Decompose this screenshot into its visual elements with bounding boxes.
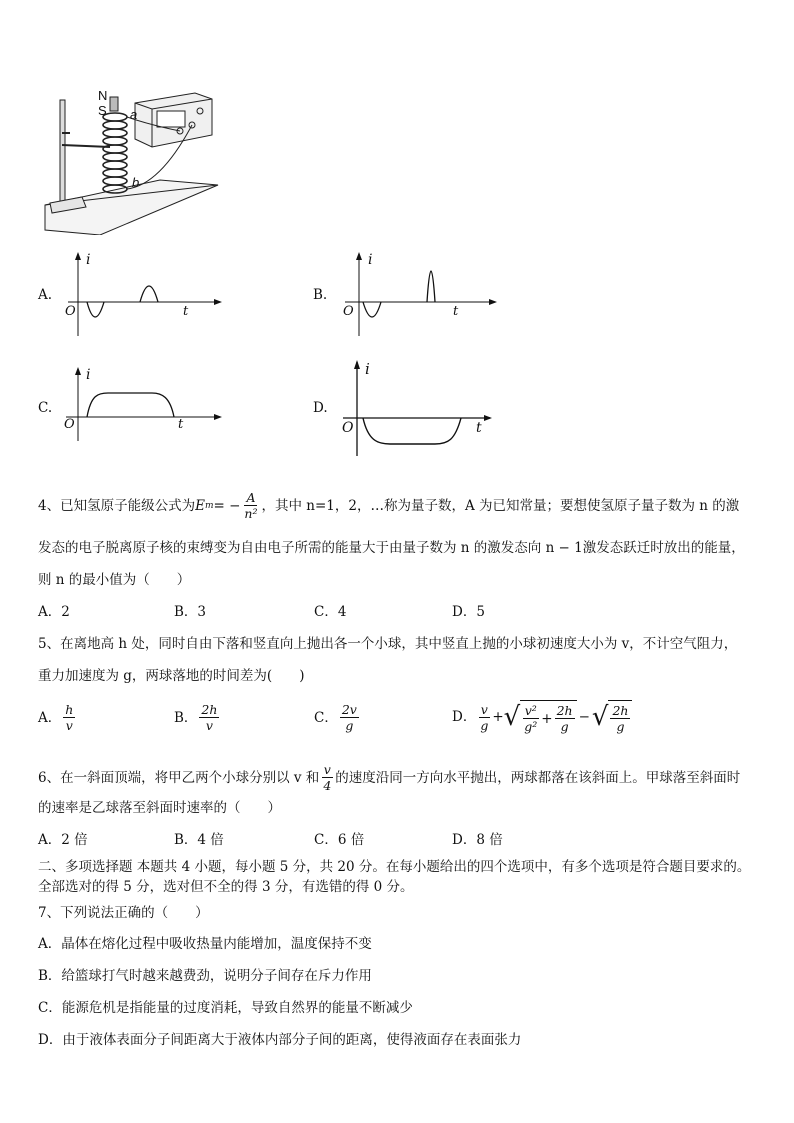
q4-line2: 发态的电子脱离原子核的束缚变为自由电子所需的能量大于由量子数为 n 的激发态向 n − 1激发态跃迁时放出的能量， — [38, 540, 745, 556]
q4-formula-sub: m — [204, 500, 214, 511]
q4-formula-eq: = − — [213, 497, 241, 514]
q5-opt-d-letter: D． — [452, 709, 477, 725]
q5-opt-b-letter: B． — [174, 709, 198, 726]
q5-opt-d-v: v — [480, 701, 488, 717]
q6-line2: 的速率是乙球落至斜面时速率的（ ） — [38, 800, 281, 816]
magnet-n-label: N — [98, 88, 108, 103]
terminal-b-label: b — [132, 175, 140, 190]
graph-option-d — [313, 358, 493, 458]
graph-c-xlabel: t — [178, 417, 184, 432]
q5-option-d — [452, 700, 632, 734]
graph-a-ylabel: i — [86, 252, 91, 268]
graph-a-letter: A. — [38, 287, 53, 303]
graph-c-ylabel: i — [86, 367, 91, 383]
q5-opt-d-2h: 2h — [556, 703, 573, 718]
apparatus-figure — [40, 85, 220, 235]
q5-opt-d-plus1: + — [492, 709, 504, 725]
q5-opt-d-frac3 — [555, 703, 575, 734]
q5-opt-d-radicand2 — [608, 700, 632, 734]
graph-b-letter: B. — [313, 287, 328, 303]
section2-line1: 二、多项选择题 本题共 4 小题，每小题 5 分，共 20 分。在每小题给出的四个选项中，有多个选项是符合题目要求的。 — [38, 859, 751, 875]
q5-opt-d-2h2: 2h — [612, 703, 629, 718]
q5-opt-d-plus2: + — [541, 710, 553, 727]
q5-opt-a-den: v — [65, 718, 73, 733]
graph-a-xlabel: t — [183, 304, 189, 319]
q5-opt-a-fraction — [63, 702, 75, 733]
q7-option-a: A．晶体在熔化过程中吸收热量内能增加，温度保持不变 — [38, 936, 372, 952]
q5-opt-d-frac2 — [522, 703, 539, 734]
q4-line3: 则 n 的最小值为（ ） — [38, 572, 191, 588]
q5-opt-d-radicand1 — [520, 700, 576, 734]
graph-d-ylabel: i — [365, 360, 370, 378]
graph-c-origin: O — [64, 417, 75, 432]
q5-option-b — [174, 702, 221, 733]
q4-formula-den: n² — [244, 506, 258, 521]
q5-opt-d-frac1 — [478, 702, 490, 733]
q6-option-a: A．2 倍 — [38, 832, 88, 848]
graph-a-origin: O — [65, 304, 76, 319]
q5-opt-a-letter: A． — [38, 709, 62, 726]
q4-option-c: C．4 — [314, 604, 347, 620]
q6-option-c: C．6 倍 — [314, 832, 365, 848]
q5-option-a — [38, 702, 77, 733]
q4-option-b: B．3 — [174, 604, 207, 620]
q6-fraction — [321, 762, 333, 793]
q5-opt-d-minus: − — [578, 709, 590, 725]
q5-opt-b-num: 2h — [201, 702, 218, 717]
q5-opt-d-g4: g — [616, 719, 625, 734]
section2-line2: 全部选对的得 5 分，选对但不全的得 3 分，有选错的得 0 分。 — [38, 879, 414, 895]
q6-frac-den: 4 — [323, 778, 332, 793]
magnet-s-label: S — [98, 103, 107, 118]
graph-b-xlabel: t — [453, 304, 459, 319]
q5-opt-c-letter: C． — [314, 709, 338, 726]
q4-option-a: A．2 — [38, 604, 70, 620]
q4-line1-suffix: ，其中 n=1，2，…称为量子数，A 为已知常量；要想使氢原子量子数为 n 的激 — [261, 497, 740, 514]
graph-c-letter: C. — [38, 400, 53, 416]
q5-opt-d-frac4 — [610, 703, 630, 734]
q5-opt-b-den: v — [205, 718, 213, 733]
q5-opt-d-g2: g² — [524, 719, 538, 734]
q4-formula-lhs: E — [195, 497, 205, 514]
q7-option-c: C．能源危机是指能量的过度消耗，导致自然界的能量不断减少 — [38, 1000, 413, 1016]
graph-b-ylabel: i — [368, 252, 373, 268]
q6-line1-prefix: 6、在一斜面顶端，将甲乙两个小球分别以 v 和 — [38, 769, 320, 786]
graph-d-xlabel: t — [476, 420, 482, 436]
q6-option-b: B．4 倍 — [174, 832, 224, 848]
q5-opt-c-den: g — [345, 718, 354, 733]
q5-opt-b-fraction — [199, 702, 219, 733]
q5-line2: 重力加速度为 g，两球落地的时间差为( ) — [38, 668, 305, 684]
graph-option-a — [38, 250, 208, 340]
sqrt-icon: √ — [503, 702, 521, 732]
sqrt-icon: √ — [591, 702, 609, 732]
q4-formula-num: A — [246, 490, 256, 505]
q4-line1-prefix: 4、已知氢原子能级公式为 — [38, 497, 196, 514]
q5-opt-c-fraction — [340, 702, 359, 733]
q6-line1-suffix: 的速度沿同一方向水平抛出，两球都落在该斜面上。甲球落至斜面时 — [335, 769, 741, 786]
graph-b-origin: O — [343, 304, 354, 319]
terminal-a-label: a — [130, 107, 138, 122]
q4-formula-fraction — [242, 490, 259, 521]
graph-d-origin: O — [342, 420, 354, 436]
q7-option-d: D．由于液体表面分子间距离大于液体内部分子间的距离，使得液面存在表面张力 — [38, 1032, 522, 1048]
q5-line1: 5、在离地高 h 处，同时自由下落和竖直向上抛出各一个小球，其中竖直上抛的小球初速度大小为 v，不计空气阻力， — [38, 636, 738, 652]
q4-line1 — [38, 490, 739, 521]
graph-d-plot — [335, 358, 505, 458]
graph-d-letter: D. — [313, 400, 328, 416]
q6-line1 — [38, 762, 740, 793]
q7-stem: 7、下列说法正确的（ ） — [38, 905, 209, 921]
q5-option-c — [314, 702, 361, 733]
q5-opt-a-num: h — [65, 702, 74, 717]
q5-opt-d-g3: g — [560, 719, 569, 734]
q7-option-b: B．给篮球打气时越来越费劲，说明分子间存在斥力作用 — [38, 968, 372, 984]
graph-option-c — [38, 365, 208, 445]
graph-b-plot — [335, 250, 505, 340]
q6-option-d: D．8 倍 — [452, 832, 503, 848]
q5-opt-d-g: g — [480, 717, 489, 733]
q4-option-d: D．5 — [452, 604, 485, 620]
q6-frac-num: v — [323, 762, 331, 777]
q5-opt-c-num: 2v — [341, 702, 357, 717]
graph-option-b — [313, 250, 483, 340]
q5-opt-d-v2: v² — [524, 703, 537, 718]
